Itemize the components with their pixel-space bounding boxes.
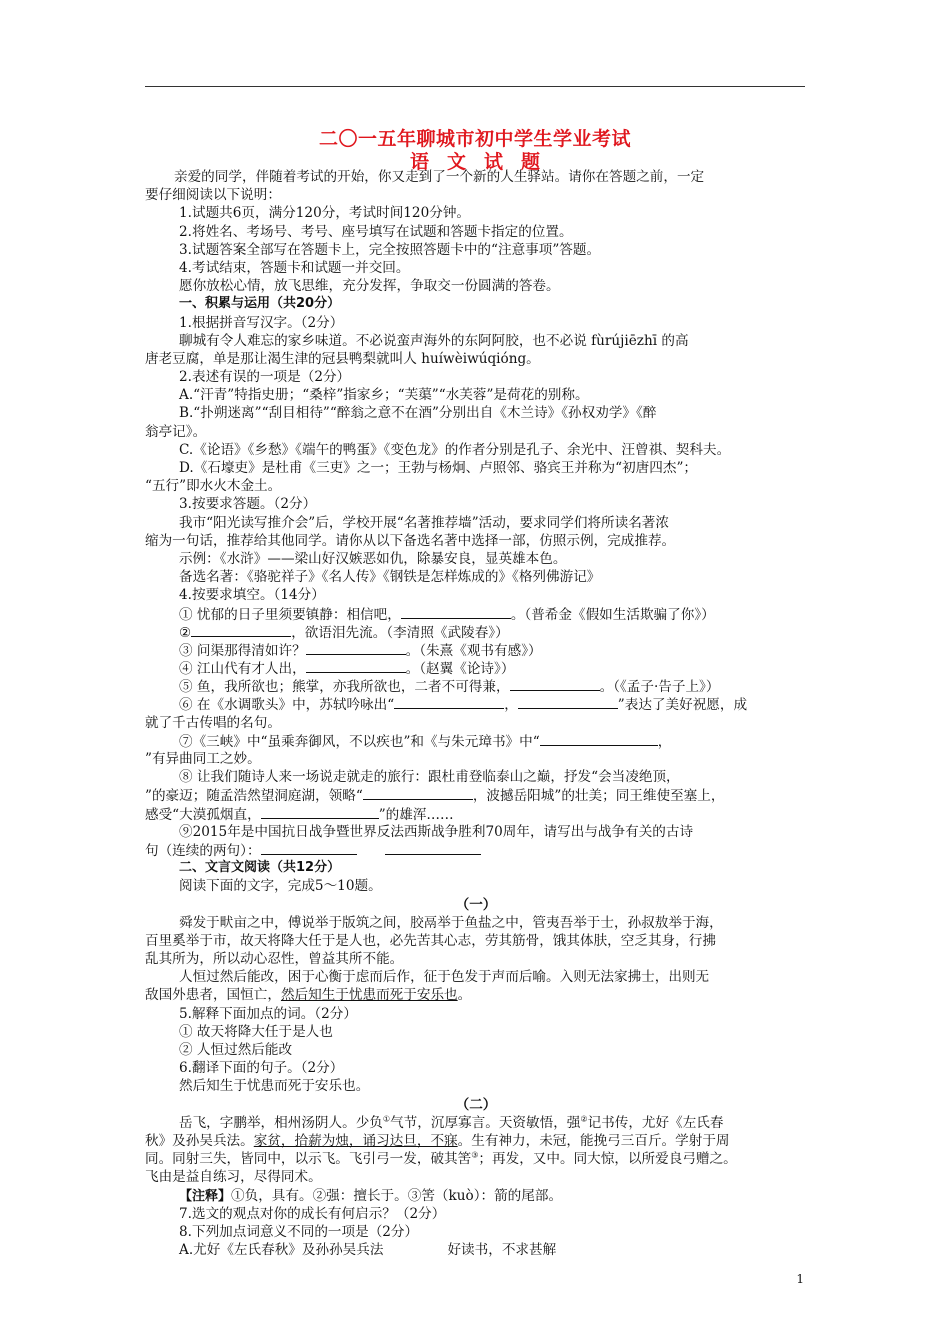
- question-1: 1.根据拼音写汉字。（2分）: [179, 314, 344, 331]
- passage-1-label: （一）: [455, 896, 497, 913]
- question-8: 8.下列加点词意义不同的一项是（2分）: [179, 1223, 419, 1240]
- fill-2: ② ，欲语泪先流。（李清照《武陵春》）: [179, 624, 509, 641]
- passage-line: 敌国外患者，国恒亡，然后知生于忧患而死于安乐也。: [145, 987, 472, 1004]
- passage-line: 飞由是益自练习，尽得同术。: [145, 1169, 322, 1186]
- section-heading-1: 一、积累与运用（共20分）: [179, 296, 341, 312]
- passage-line: 百里奚举于市，故天将降大任于是人也，必先苦其心志，劳其筋骨，饿其体肤，空乏其身，行拂: [145, 932, 716, 949]
- instruction-item: 1.试题共6页，满分120分，考试时间120分钟。: [179, 205, 471, 222]
- answer-blank[interactable]: [261, 805, 379, 819]
- option-d-cont: “五行”即水火木金土。: [145, 478, 282, 495]
- question-5-item: ② 人恒过然后能改: [179, 1042, 293, 1058]
- exam-title: 二〇一五年聊城市初中学生学业考试: [318, 128, 631, 150]
- fill-8-cont: 感受“大漠孤烟直， ”的雄浑……: [145, 806, 454, 823]
- text-line: 聊城有令人难忘的家乡味道。不必说蛮声海外的东阿阿胶，也不必说 fùrújiēzhī 的高: [179, 332, 689, 349]
- fill-7: ⑦《三峡》中“虽乘奔御风，不以疾也”和《与朱元璋书》中“ ，: [179, 733, 672, 750]
- answer-blank[interactable]: [363, 786, 473, 800]
- question-7: 7.选文的观点对你的成长有何启示？（2分）: [179, 1205, 446, 1222]
- option-b-cont: 翁亭记》。: [145, 423, 207, 440]
- answer-blank[interactable]: [394, 695, 504, 709]
- annotation: 【注释】①负，具有。②强：擅长于。③筈（kuò）：箭的尾部。: [179, 1187, 563, 1204]
- question-6-sentence: 然后知生于忧患而死于安乐也。: [179, 1078, 370, 1095]
- fill-8-cont: ”的豪迈；随孟浩然望洞庭湖，领略“ ，波撼岳阳城”的壮美；同王维使至塞上，: [145, 788, 725, 805]
- fill-9: ⑨2015年是中国抗日战争暨世界反法西斯战争胜利70周年，请写出与战争有关的古诗: [179, 823, 694, 840]
- question-6: 6.翻译下面的句子。（2分）: [179, 1060, 344, 1077]
- answer-blank[interactable]: [385, 841, 481, 855]
- passage-line: 乱其所为，所以动心忍性，曾益其所不能。: [145, 951, 404, 968]
- answer-blank[interactable]: [306, 659, 406, 673]
- text-line: 备选名著：《骆驼祥子》《名人传》《钢铁是怎样炼成的》《格列佛游记》: [179, 569, 601, 586]
- instruction-item: 4.考试结束，答题卡和试题一并交回。: [179, 259, 410, 276]
- exam-body: [145, 168, 807, 1259]
- fill-4: ④ 江山代有才人出， 。（赵翼《论诗》）: [179, 661, 515, 678]
- text-line: 我市“阳光读写推介会”后，学校开展“名著推荐墙”活动，要求同学们将所读名著浓: [179, 514, 669, 531]
- text-line: 缩为一句话，推荐给其他同学。请你从以下备选名著中选择一部，仿照示例，完成推荐。: [145, 532, 676, 549]
- question-4: 4.按要求填空。（14分）: [179, 587, 325, 604]
- question-8-option-a: A.尤好《左氏春秋》及孙孙吴兵法 好读书，不求甚解: [179, 1242, 557, 1259]
- instruction-item: 3.试题答案全部写在答题卡上，完全按照答题卡中的“注意事项”答题。: [179, 241, 601, 258]
- answer-blank[interactable]: [401, 605, 511, 619]
- fill-1: ① 忧郁的日子里须要镇静：相信吧， 。（普希金《假如生活欺骗了你》）: [179, 606, 715, 623]
- passage-line: 人恒过然后能改，困于心衡于虑而后作，征于色发于声而后喻。入则无法家拂士，出则无: [179, 969, 710, 986]
- fill-6-cont: 就了千古传唱的名句。: [145, 714, 281, 731]
- option-d: D.《石壕吏》是杜甫《三吏》之一；王勃与杨炯、卢照邻、骆宾王并称为“初唐四杰”；: [179, 460, 698, 476]
- header-rule: [145, 86, 805, 87]
- intro-line: 愿你放松心情，放飞思维，充分发挥，争取交一份圆满的答卷。: [179, 278, 560, 295]
- answer-blank[interactable]: [261, 841, 357, 855]
- fill-8: ⑧ 让我们随诗人来一场说走就走的旅行：跟杜甫登临泰山之巅，抒发“会当凌绝顶，: [179, 769, 680, 786]
- passage-line: 秋》及孙吴兵法。家贫，拾薪为烛，诵习达旦，不寐。生有神力，未冠，能挽弓三百斤。学射于周: [145, 1132, 730, 1149]
- fill-9-cont: 句（连续的两句）：: [145, 841, 807, 859]
- question-3: 3.按要求答题。（2分）: [179, 496, 317, 513]
- question-5-item: ① 故天将降大任于是人也: [179, 1023, 333, 1040]
- question-5: 5.解释下面加点的词。（2分）: [179, 1005, 357, 1022]
- option-c: C.《论语》《乡愁》《端午的鸭蛋》《变色龙》的作者分别是孔子、余光中、汪曾祺、契科夫。: [179, 441, 731, 458]
- text-line: 示例：《水浒》——梁山好汉嫉恶如仇，除暴安良，显英雄本色。: [179, 550, 567, 567]
- fill-5: ⑤ 鱼，我所欲也；熊掌，亦我所欲也，二者不可得兼， 。（《孟子·告子上》）: [179, 679, 720, 696]
- passage-line: 同。同射三失，皆同中，以示飞。飞引弓一发，破其筈③；再发，又中。同大惊，以所爱良弓赠之。: [145, 1150, 737, 1168]
- fill-6: ⑥ 在《水调歌头》中，苏轼吟咏出“ ， ”表达了美好祝愿，成: [179, 697, 748, 714]
- option-b: B.“扑朔迷离”“刮目相待”“醉翁之意不在酒”分别出自《木兰诗》《孙权劝学》《醉: [179, 405, 657, 422]
- reading-instruction: 阅读下面的文字，完成5～10题。: [179, 878, 382, 895]
- answer-blank[interactable]: [306, 641, 406, 655]
- section-heading-2: 二、文言文阅读（共12分）: [179, 860, 341, 876]
- answer-blank[interactable]: [518, 695, 618, 709]
- answer-blank[interactable]: [510, 677, 600, 691]
- instruction-item: 2.将姓名、考场号、考号、座号填写在试题和答题卡指定的位置。: [179, 223, 573, 240]
- text-line: 唐老豆腐，单是那让渴生津的冠县鸭梨就叫人 huíwèiwúqióng。: [145, 350, 540, 367]
- passage-line: 舜发于畎亩之中，傅说举于版筑之间，胶鬲举于鱼盐之中，管夷吾举于士，孙叔敖举于海，: [179, 914, 723, 931]
- fill-7-cont: ”有异曲同工之妙。: [145, 751, 261, 767]
- answer-blank[interactable]: [540, 732, 658, 746]
- passage-2-label: （二）: [455, 1096, 497, 1113]
- intro-line: 要仔细阅读以下说明：: [145, 187, 281, 204]
- question-2: 2.表述有误的一项是（2分）: [179, 369, 351, 386]
- fill-3: ③ 问渠那得清如许？ 。（朱熹《观书有感》）: [179, 642, 542, 659]
- passage-line: 岳飞，字鹏举，相州汤阴人。少负①气节，沉厚寡言。天资敏悟，强②记书传，尤好《左氏春: [179, 1114, 724, 1131]
- page-number: 1: [796, 1272, 804, 1286]
- answer-blank[interactable]: [191, 623, 291, 637]
- option-a: A.“汗青”特指史册；“桑梓”指家乡；“芙蕖”“水芙蓉”是荷花的别称。: [179, 387, 589, 404]
- exam-subtitle: 语 文 试 题: [409, 151, 541, 173]
- intro-line: 亲爱的同学，伴随着考试的开始，你又走到了一个新的人生驿站。请你在答题之前，一定: [174, 169, 705, 185]
